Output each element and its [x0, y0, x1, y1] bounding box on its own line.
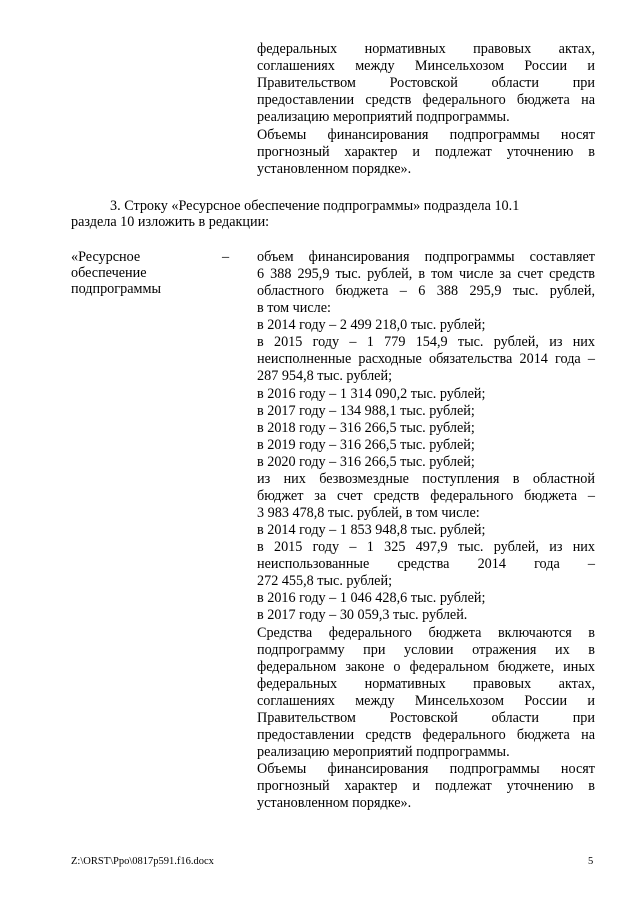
top-text-line-3: Правительством Ростовской области при	[257, 75, 595, 92]
description-line-21: в 2016 году – 1 046 428,6 тыс. рублей;	[257, 590, 486, 607]
description-line-26: федеральных нормативных правовых актах,	[257, 675, 595, 692]
description-line-31: Объемы финансирования подпрограммы носят	[257, 761, 595, 778]
row-label-dash: –	[222, 249, 230, 265]
description-line-30: реализацию мероприятий подпрограммы.	[257, 744, 510, 761]
description-line-11: в 2018 году – 316 266,5 тыс. рублей;	[257, 419, 475, 436]
description-line-25: федеральном законе о федеральном бюджете, иных	[257, 658, 595, 675]
description-line-18: в 2015 году – 1 325 497,9 тыс. рублей, из них	[257, 539, 595, 556]
footer-file-path: Z:\ORST\Ppo\0817p591.f16.docx	[71, 856, 214, 867]
description-line-33: установленном порядке».	[257, 795, 412, 812]
description-line-7: неисполненные расходные обязательства 2014 года –	[257, 351, 595, 368]
description-line-23: Средства федерального бюджета включаются в	[257, 624, 595, 641]
description-line-9: в 2016 году – 1 314 090,2 тыс. рублей;	[257, 385, 486, 402]
description-line-16: 3 983 478,8 тыс. рублей, в том числе:	[257, 505, 480, 522]
description-line-12: в 2019 году – 316 266,5 тыс. рублей;	[257, 436, 475, 453]
description-line-8: 287 954,8 тыс. рублей;	[257, 368, 393, 385]
description-line-17: в 2014 году – 1 853 948,8 тыс. рублей;	[257, 522, 486, 539]
description-line-13: в 2020 году – 316 266,5 тыс. рублей;	[257, 453, 475, 470]
top-text-line-4: предоставлении средств федерального бюджета на	[257, 92, 595, 109]
instruction-line-1: 3. Строку «Ресурсное обеспечение подпрограммы» подраздела 10.1	[110, 198, 520, 214]
description-line-27: соглашениях между Минсельхозом России и	[257, 692, 595, 709]
description-line-2: 6 388 295,9 тыс. рублей, в том числе за счет средств	[257, 266, 595, 283]
footer-page-number: 5	[588, 856, 594, 867]
row-label-line-3: подпрограммы	[71, 281, 161, 297]
description-line-15: бюджет за счет средств федерального бюджета –	[257, 487, 595, 504]
description-line-4: в том числе:	[257, 300, 331, 317]
description-line-5: в 2014 году – 2 499 218,0 тыс. рублей;	[257, 317, 486, 334]
top-text-line-8: установленном порядке».	[257, 160, 412, 177]
description-line-20: 272 455,8 тыс. рублей;	[257, 573, 393, 590]
description-line-28: Правительством Ростовской области при	[257, 709, 595, 726]
description-line-10: в 2017 году – 134 988,1 тыс. рублей;	[257, 402, 475, 419]
description-line-6: в 2015 году – 1 779 154,9 тыс. рублей, из них	[257, 334, 595, 351]
description-line-32: прогнозный характер и подлежат уточнению в	[257, 778, 595, 795]
description-line-24: подпрограмму при условии отражения их в	[257, 641, 595, 658]
top-text-line-2: соглашениях между Минсельхозом России и	[257, 58, 595, 75]
row-label-line-1: «Ресурсное	[71, 249, 141, 265]
description-line-1: объем финансирования подпрограммы составляет	[257, 249, 595, 265]
description-line-14: из них безвозмездные поступления в областной	[257, 470, 595, 487]
instruction-line-2: раздела 10 изложить в редакции:	[71, 214, 270, 230]
description-line-29: предоставлении средств федерального бюджета на	[257, 726, 595, 743]
top-text-line-6: Объемы финансирования подпрограммы носят	[257, 126, 595, 143]
description-line-19: неиспользованные средства 2014 года –	[257, 556, 595, 573]
description-line-22: в 2017 году – 30 059,3 тыс. рублей.	[257, 607, 468, 624]
row-label-line-2: обеспечение	[71, 265, 147, 281]
top-text-line-7: прогнозный характер и подлежат уточнению в	[257, 143, 595, 160]
description-line-3: областного бюджета – 6 388 295,9 тыс. рублей,	[257, 283, 595, 300]
top-text-line-1: федеральных нормативных правовых актах,	[257, 41, 595, 57]
top-text-line-5: реализацию мероприятий подпрограммы.	[257, 109, 510, 126]
